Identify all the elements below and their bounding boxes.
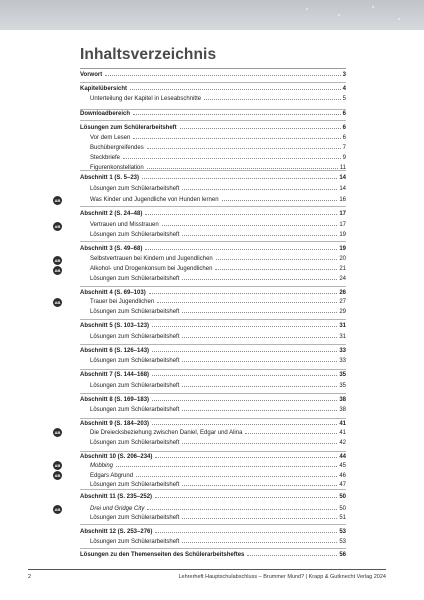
toc-entry[interactable]: Steckbriefe 9: [90, 155, 346, 161]
toc-entry[interactable]: Abschnitt 10 (S. 206–234) 44: [80, 454, 346, 460]
toc-entry[interactable]: Abschnitt 4 (S. 69–103) 26: [80, 290, 346, 296]
toc-entry[interactable]: Figurenkonstellation 11: [90, 165, 346, 171]
section-divider: [80, 344, 346, 345]
toc-entry[interactable]: Was Kinder und Jugendliche von Hunden lernen 16: [90, 197, 346, 203]
section-divider: [80, 120, 346, 121]
toc-entry[interactable]: Lösungen zu den Themenseiten des Schülerarbeitsheftes 56: [80, 552, 346, 558]
toc-entry[interactable]: Lösungen zum Schülerarbeitsheft 38: [90, 407, 346, 413]
ab-badge: AB: [54, 198, 61, 203]
ab-badge: AB: [54, 300, 61, 305]
toc-entry[interactable]: Mobbing 45: [90, 463, 346, 469]
section-divider: [80, 319, 346, 320]
toc-entry[interactable]: Lösungen zum Schülerarbeitsheft 42: [90, 440, 346, 446]
section-divider: [80, 241, 346, 242]
footer-text: Lehrerheft Hauptschulabschluss – Brummer Mund? | Krapp & Gutknecht Verlag 2024: [178, 574, 386, 580]
toc-entry[interactable]: Lösungen zum Schülerarbeitsheft 35: [90, 383, 346, 389]
toc-entry[interactable]: Edgars Abgrund 46: [90, 473, 346, 479]
section-divider: [80, 451, 346, 452]
toc-entry[interactable]: Lösungen zum Schülerarbeitsheft 31: [90, 334, 346, 340]
ab-badge: AB: [54, 507, 61, 512]
toc-entry[interactable]: Lösungen zum Schülerarbeitsheft 24: [90, 276, 346, 282]
toc-entry[interactable]: Abschnitt 12 (S. 253–276) 53: [80, 529, 346, 535]
toc-entry[interactable]: Abschnitt 7 (S. 144–168) 35: [80, 372, 346, 378]
page-title: Inhaltsverzeichnis: [80, 46, 217, 63]
toc-entry[interactable]: Trauer bei Jugendlichen 27: [90, 299, 346, 305]
toc-entry[interactable]: Abschnitt 11 (S. 235–252) 50: [80, 494, 346, 500]
toc-entry[interactable]: Unterteilung der Kapitel in Leseabschnitte 5: [90, 96, 346, 102]
footer-divider: [28, 569, 386, 570]
toc-entry[interactable]: Vorwort 3: [80, 72, 346, 78]
toc-entry[interactable]: Vertrauen und Misstrauen 17: [90, 222, 346, 228]
toc-entry[interactable]: Lösungen zum Schülerarbeitsheft 53: [90, 539, 346, 545]
section-divider: [80, 286, 346, 287]
toc-entry[interactable]: Lösungen zum Schülerarbeitsheft 29: [90, 309, 346, 315]
header-banner: [0, 0, 424, 30]
toc-entry[interactable]: Kapitelübersicht 4: [80, 86, 346, 92]
toc-entry[interactable]: Abschnitt 2 (S. 24–48) 17: [80, 211, 346, 217]
section-divider: [80, 206, 346, 207]
toc-entry[interactable]: Lösungen zum Schülerarbeitsheft 14: [90, 186, 346, 192]
ab-badge: AB: [54, 224, 61, 229]
toc-entry[interactable]: Lösungen zum Schülerarbeitsheft 51: [90, 515, 346, 521]
toc-entry[interactable]: Lösungen zum Schülerarbeitsheft 19: [90, 232, 346, 238]
toc-entry[interactable]: Selbstvertrauen bei Kindern und Jugendlichen 20: [90, 256, 346, 262]
toc-entry[interactable]: Buchübergreifendes 7: [90, 145, 346, 151]
toc-entry[interactable]: Abschnitt 8 (S. 169–183) 38: [80, 397, 346, 403]
toc-entry[interactable]: Alkohol- und Drogenkonsum bei Jugendlichen 21: [90, 266, 346, 272]
ab-badge: AB: [54, 258, 61, 263]
ab-badge: AB: [54, 463, 61, 468]
section-divider: [80, 82, 346, 83]
ab-badge: AB: [54, 268, 61, 273]
toc-entry[interactable]: Die Dreiecksbeziehung zwischen Daniel, Edgar und Alina 41: [90, 430, 346, 436]
toc-entry[interactable]: Lösungen zum Schülerarbeitsheft 47: [90, 482, 346, 488]
toc-entry[interactable]: Abschnitt 5 (S. 103–123) 31: [80, 323, 346, 329]
section-divider: [80, 418, 346, 419]
section-divider: [80, 393, 346, 394]
ab-badge: AB: [54, 430, 61, 435]
section-divider: [80, 369, 346, 370]
ab-badge: AB: [54, 473, 61, 478]
toc-entry[interactable]: Abschnitt 1 (S. 5–23) 14: [80, 175, 346, 181]
section-divider: [80, 548, 346, 549]
page-number: 2: [28, 574, 32, 580]
toc-entry[interactable]: Abschnitt 3 (S. 49–68) 19: [80, 246, 346, 252]
toc-entry[interactable]: Vor dem Lesen 6: [90, 135, 346, 141]
toc-entry[interactable]: Abschnitt 9 (S. 184–203) 41: [80, 421, 346, 427]
toc-entry[interactable]: Abschnitt 6 (S. 126–143) 33: [80, 348, 346, 354]
section-divider: [80, 524, 346, 525]
toc-entry[interactable]: Downloadbereich 6: [80, 111, 346, 117]
toc-entry[interactable]: Lösungen zum Schülerarbeitsheft 33: [90, 358, 346, 364]
toc-entry[interactable]: Drei und Gridge City 50: [90, 506, 346, 512]
toc-entry[interactable]: Lösungen zum Schülerarbeitsheft 6: [80, 125, 346, 131]
title-divider: [80, 68, 346, 69]
